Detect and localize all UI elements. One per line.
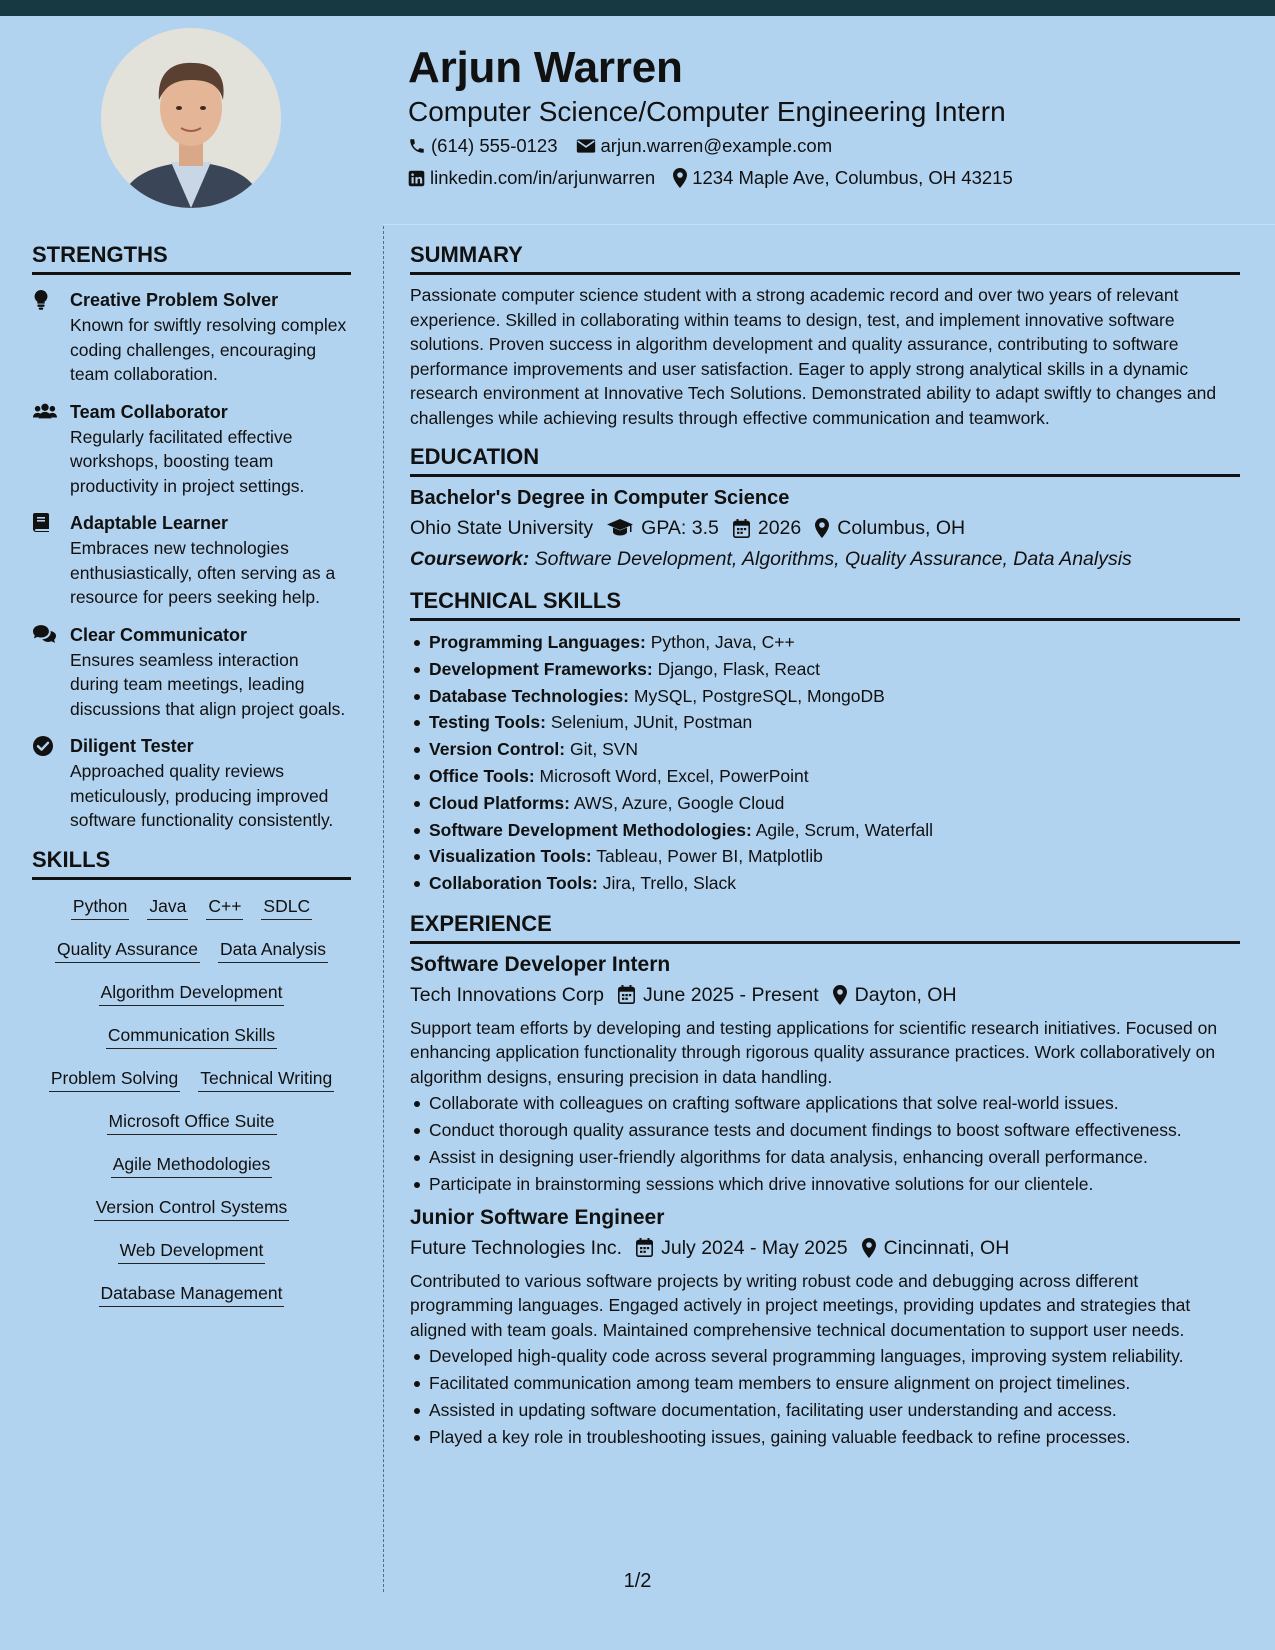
check-circle-icon	[33, 736, 53, 756]
strength-title: Creative Problem Solver	[70, 290, 279, 310]
job-dates-item	[636, 1233, 847, 1263]
strength-desc: Embraces new technologies enthusiastically, often serving as a resource for peers seeking help.	[70, 538, 336, 607]
graduation-year: 2026	[757, 517, 802, 539]
company-name: Tech Innovations Corp	[410, 983, 605, 1006]
strength-title: Diligent Tester	[70, 736, 194, 756]
strengths-list	[32, 287, 351, 833]
job-entry	[410, 950, 1240, 1197]
phone-icon	[408, 137, 426, 155]
list-item: Conduct thorough quality assurance tests and document findings to boost software effectiveness.	[410, 1118, 1240, 1143]
education-meta	[410, 513, 1240, 543]
strength-desc: Approached quality reviews meticulously, producing improved software functionality consistently.	[70, 761, 334, 830]
phone-text: (614) 555-0123	[431, 135, 558, 156]
strength-item	[32, 510, 351, 610]
strength-title: Adaptable Learner	[70, 513, 229, 533]
job-summary: Support team efforts by developing and testing applications for scientific research initiatives. Focused on enhancing application functionality through rigorous quality assurance practices. Work collaboratively on algorithm designs, ensuring precision in data handling.	[410, 1017, 1218, 1087]
skill-row	[32, 1109, 351, 1135]
skill-chip: C++	[206, 894, 243, 920]
header	[408, 40, 1228, 194]
strength-item	[32, 399, 351, 499]
candidate-role: Computer Science/Computer Engineering Intern	[408, 96, 1006, 127]
address-contact	[673, 162, 1013, 194]
school-location-item	[815, 513, 965, 543]
education-section	[410, 442, 1240, 574]
technical-skills-heading: TECHNICAL SKILLS	[410, 586, 1240, 621]
job-location-item	[833, 980, 957, 1010]
list-item: Assist in designing user-friendly algorithms for data analysis, enhancing overall performance.	[410, 1145, 1240, 1170]
email-text: arjun.warren@example.com	[600, 135, 833, 156]
coursework-line	[410, 544, 1240, 574]
job-location: Dayton, OH	[854, 983, 957, 1006]
job-dates: June 2025 - Present	[643, 983, 819, 1006]
skill-chip: Database Management	[99, 1281, 285, 1307]
list-item: Database Technologies: MySQL, PostgreSQL, MongoDB	[410, 683, 1240, 710]
list-item: Collaborate with colleagues on crafting software applications that solve real-world issues.	[410, 1091, 1240, 1116]
skill-chip: Python	[71, 894, 129, 920]
page-indicator: 1/2	[623, 1570, 652, 1592]
header-divider	[383, 224, 1275, 225]
skill-row	[32, 1281, 351, 1307]
skill-row	[32, 894, 351, 920]
skill-chip: Data Analysis	[218, 937, 328, 963]
company-name: Future Technologies Inc.	[410, 1236, 623, 1259]
skill-row	[32, 980, 351, 1006]
profile-photo	[101, 28, 281, 208]
linkedin-icon	[408, 170, 425, 187]
job-bullets	[410, 1344, 1240, 1450]
graduation-cap-icon	[607, 519, 633, 537]
list-item: Office Tools: Microsoft Word, Excel, PowerPoint	[410, 763, 1240, 790]
skill-chip: Problem Solving	[49, 1066, 180, 1092]
contact-row-1	[408, 130, 1228, 162]
skill-chip: Web Development	[118, 1238, 266, 1264]
contact-row-2	[408, 162, 1228, 194]
list-item: Programming Languages: Python, Java, C++	[410, 629, 1240, 656]
job-dates: July 2024 - May 2025	[661, 1236, 848, 1259]
summary-heading: SUMMARY	[410, 240, 1240, 275]
list-item: Version Control: Git, SVN	[410, 736, 1240, 763]
list-item: Developed high-quality code across several programming languages, improving system reliability.	[410, 1344, 1240, 1369]
list-item: Assisted in updating software documentation, facilitating user understanding and access.	[410, 1398, 1240, 1423]
envelope-icon	[576, 138, 596, 154]
job-location-item	[862, 1233, 1010, 1263]
candidate-name: Arjun Warren	[408, 43, 683, 92]
column-divider	[383, 226, 384, 1592]
lightbulb-icon	[33, 290, 49, 310]
experience-heading: EXPERIENCE	[410, 909, 1240, 944]
skill-row	[32, 1023, 351, 1049]
strength-item	[32, 622, 351, 722]
skills-heading: SKILLS	[32, 845, 351, 880]
school-name: Ohio State University	[410, 517, 594, 539]
strengths-heading: STRENGTHS	[32, 240, 351, 275]
skill-chip: Technical Writing	[198, 1066, 334, 1092]
location-pin-icon	[815, 518, 829, 538]
list-item: Played a key role in troubleshooting issues, gaining valuable feedback to refine processes.	[410, 1425, 1240, 1450]
left-column	[32, 240, 351, 1324]
list-item: Development Frameworks: Django, Flask, React	[410, 656, 1240, 683]
list-item: Participate in brainstorming sessions which drive innovative solutions for our clientele.	[410, 1172, 1240, 1197]
job-dates-item	[618, 980, 819, 1010]
strength-item	[32, 733, 351, 833]
job-meta	[410, 1233, 1240, 1263]
calendar-icon	[636, 1238, 653, 1257]
skill-row	[32, 1066, 351, 1092]
job-entry	[410, 1203, 1240, 1450]
skill-row	[32, 1152, 351, 1178]
job-title: Software Developer Intern	[410, 952, 671, 976]
technical-skills-list	[410, 629, 1240, 897]
year-item	[733, 513, 801, 543]
top-bar	[0, 0, 1275, 16]
strength-desc: Known for swiftly resolving complex coding challenges, encouraging team collaboration.	[70, 315, 347, 384]
skill-chip: Agile Methodologies	[111, 1152, 273, 1178]
technical-skills-section	[410, 586, 1240, 897]
phone-contact	[408, 130, 558, 162]
list-item: Visualization Tools: Tableau, Power BI, Matplotlib	[410, 843, 1240, 870]
location-pin-icon	[833, 985, 847, 1005]
list-item: Facilitated communication among team members to ensure alignment on project timelines.	[410, 1371, 1240, 1396]
calendar-icon	[733, 519, 750, 538]
degree-title: Bachelor's Degree in Computer Science	[410, 487, 790, 509]
list-item: Software Development Methodologies: Agile, Scrum, Waterfall	[410, 817, 1240, 844]
users-icon	[33, 402, 57, 420]
skill-row	[32, 1195, 351, 1221]
summary-text: Passionate computer science student with a strong academic record and over two years of relevant experience. Skilled in collaborating within teams to design, test, and implement innovative software solutions. Proven success in algorithm development and quality assurance, contributing to software performance improvements and user satisfaction. Eager to apply strong analytical skills in a dynamic research environment at Innovative Tech Solutions. Demonstrated ability to adapt swiftly to changes and challenges while achieving results through effective communication and teamwork.	[410, 285, 1217, 428]
education-heading: EDUCATION	[410, 442, 1240, 477]
list-item: Collaboration Tools: Jira, Trello, Slack	[410, 870, 1240, 897]
skill-row	[32, 937, 351, 963]
book-icon	[33, 513, 49, 532]
gpa-item	[607, 513, 719, 543]
right-column	[410, 240, 1240, 1462]
skill-chip: Version Control Systems	[94, 1195, 290, 1221]
experience-section	[410, 909, 1240, 1450]
school-location: Columbus, OH	[837, 517, 966, 539]
skill-chip: Algorithm Development	[99, 980, 285, 1006]
skill-row	[32, 1238, 351, 1264]
job-meta	[410, 980, 1240, 1010]
gpa-text: GPA: 3.5	[641, 517, 719, 539]
linkedin-text: linkedin.com/in/arjunwarren	[430, 167, 656, 188]
skill-chip: Microsoft Office Suite	[107, 1109, 277, 1135]
coursework-text: Software Development, Algorithms, Quality Assurance, Data Analysis	[534, 548, 1132, 570]
strength-desc: Ensures seamless interaction during team meetings, leading discussions that align project goals.	[70, 649, 346, 719]
skill-chip: Communication Skills	[106, 1023, 277, 1049]
summary-section	[410, 240, 1240, 430]
location-pin-icon	[673, 168, 687, 188]
skill-chip: Quality Assurance	[55, 937, 200, 963]
coursework-label: Coursework:	[410, 548, 530, 570]
strength-desc: Regularly facilitated effective workshops, boosting team productivity in project settings.	[70, 426, 305, 496]
strength-title: Team Collaborator	[70, 401, 228, 422]
job-bullets	[410, 1091, 1240, 1197]
job-location: Cincinnati, OH	[883, 1236, 1010, 1259]
skills-chips	[32, 894, 351, 1307]
calendar-icon	[618, 985, 635, 1004]
job-title: Junior Software Engineer	[410, 1205, 665, 1229]
address-text: 1234 Maple Ave, Columbus, OH 43215	[692, 167, 1013, 188]
email-contact[interactable]	[576, 130, 833, 162]
strength-item	[32, 287, 351, 387]
comments-icon	[33, 625, 56, 643]
skill-chip: SDLC	[261, 894, 312, 920]
skill-chip: Java	[147, 894, 188, 920]
list-item: Testing Tools: Selenium, JUnit, Postman	[410, 709, 1240, 736]
location-pin-icon	[862, 1238, 876, 1258]
linkedin-contact[interactable]	[408, 162, 655, 194]
strength-title: Clear Communicator	[70, 624, 248, 645]
list-item: Cloud Platforms: AWS, Azure, Google Cloud	[410, 790, 1240, 817]
job-summary: Contributed to various software projects by writing robust code and debugging across different programming languages. Engaged actively in project meetings, providing updates and strategies that aligned with team goals. Maintained comprehensive technical documentation to support user needs.	[410, 1270, 1191, 1340]
